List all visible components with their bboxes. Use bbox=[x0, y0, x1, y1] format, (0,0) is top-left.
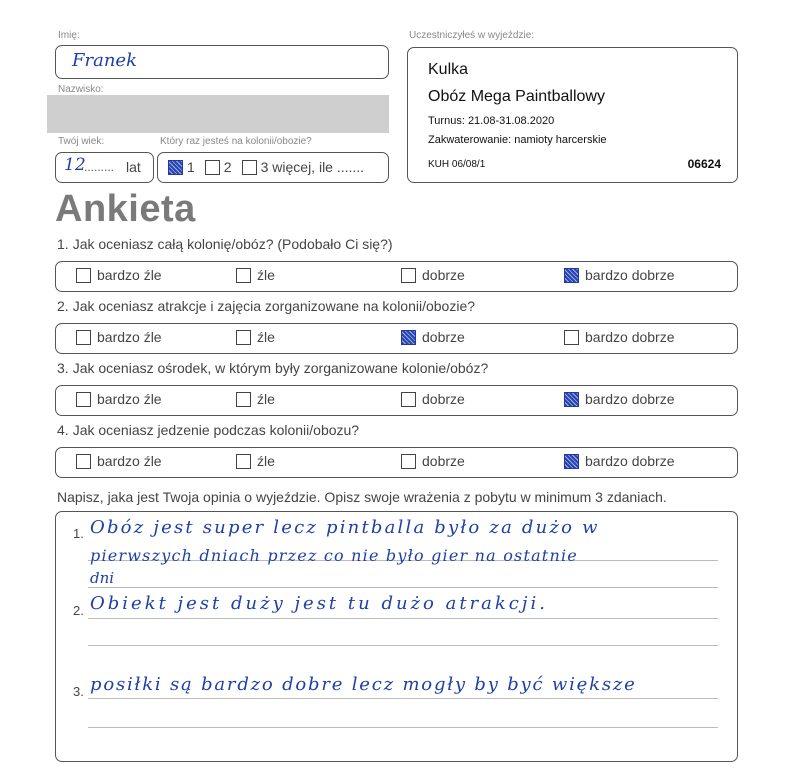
checkbox[interactable] bbox=[236, 330, 251, 345]
survey-title: Ankieta bbox=[55, 188, 196, 230]
option-label: dobrze bbox=[422, 453, 465, 469]
question-3 bbox=[57, 360, 488, 376]
option-label: źle bbox=[257, 453, 275, 469]
question-4 bbox=[57, 422, 359, 438]
question-3-option-1[interactable] bbox=[76, 391, 162, 407]
checkbox[interactable] bbox=[564, 392, 579, 407]
times-checkbox-3[interactable] bbox=[242, 160, 257, 175]
times-checkbox-2[interactable] bbox=[205, 160, 220, 175]
question-4-option-4[interactable] bbox=[564, 453, 675, 469]
checkbox[interactable] bbox=[564, 268, 579, 283]
question-text: Jak oceniasz atrakcje i zajęcia zorganizowane na kolonii/obozie? bbox=[72, 298, 476, 314]
checkbox[interactable] bbox=[236, 454, 251, 469]
question-4-option-3[interactable] bbox=[401, 453, 465, 469]
times-option-3: 3 więcej, ile ....... bbox=[260, 159, 365, 175]
question-4-option-1[interactable] bbox=[76, 453, 162, 469]
checkbox[interactable] bbox=[76, 268, 91, 283]
question-3-option-3[interactable] bbox=[401, 391, 465, 407]
checkbox[interactable] bbox=[76, 330, 91, 345]
camp-number: 06624 bbox=[687, 157, 721, 171]
name-field[interactable] bbox=[55, 45, 389, 79]
times-label: Który raz jesteś na kolonii/obozie? bbox=[160, 136, 312, 147]
camp-accommodation: Zakwaterowanie: namioty harcerskie bbox=[428, 134, 607, 146]
checkbox[interactable] bbox=[236, 268, 251, 283]
option-label: bardzo źle bbox=[97, 453, 162, 469]
question-number: 1. bbox=[57, 236, 69, 252]
question-2-option-4[interactable] bbox=[564, 329, 675, 345]
checkbox[interactable] bbox=[76, 454, 91, 469]
option-label: źle bbox=[257, 391, 275, 407]
camp-turnus: Turnus: 21.08-31.08.2020 bbox=[428, 115, 555, 127]
camp-name: Kulka bbox=[428, 61, 469, 78]
times-option-1: 1 bbox=[187, 159, 195, 175]
times-field[interactable] bbox=[157, 152, 389, 183]
question-text: Jak oceniasz jedzenie podczas kolonii/obozu? bbox=[72, 422, 360, 438]
question-2-option-1[interactable] bbox=[76, 329, 162, 345]
option-label: bardzo dobrze bbox=[585, 329, 675, 345]
question-2-option-2[interactable] bbox=[236, 329, 275, 345]
option-label: źle bbox=[257, 329, 275, 345]
question-1-options bbox=[55, 261, 738, 292]
age-unit: lat bbox=[126, 159, 141, 175]
question-1 bbox=[57, 236, 393, 252]
checkbox[interactable] bbox=[76, 392, 91, 407]
option-label: dobrze bbox=[422, 391, 465, 407]
camp-label: Uczestniczyłeś w wyjeździe: bbox=[409, 30, 535, 41]
age-label: Twój wiek: bbox=[58, 136, 105, 147]
answer-1-line-2: pierwszych dniach przez co nie było gier na ostatnie bbox=[90, 546, 578, 565]
answer-number-2: 2. bbox=[73, 603, 84, 618]
checkbox[interactable] bbox=[401, 454, 416, 469]
times-option-2: 2 bbox=[223, 159, 232, 175]
question-2 bbox=[57, 298, 475, 314]
question-number: 2. bbox=[57, 298, 69, 314]
option-label: źle bbox=[257, 267, 275, 283]
answer-1-line-1: Obóz jest super lecz pintballa było za dużo w bbox=[90, 517, 600, 538]
checkbox[interactable] bbox=[401, 268, 416, 283]
option-label: dobrze bbox=[422, 329, 465, 345]
checkbox[interactable] bbox=[401, 392, 416, 407]
question-3-option-2[interactable] bbox=[236, 391, 275, 407]
checkbox[interactable] bbox=[401, 330, 416, 345]
age-field[interactable] bbox=[55, 152, 154, 183]
name-value: Franek bbox=[72, 50, 137, 71]
answer-3-line-1: posiłki są bardzo dobre lecz mogły by być większe bbox=[90, 674, 637, 695]
answer-2-line-1: Obiekt jest duży jest tu dużo atrakcji. bbox=[90, 593, 548, 614]
question-2-option-3[interactable] bbox=[401, 329, 465, 345]
question-1-option-2[interactable] bbox=[236, 267, 275, 283]
question-1-option-1[interactable] bbox=[76, 267, 162, 283]
option-label: dobrze bbox=[422, 267, 465, 283]
name-label: Imię: bbox=[58, 30, 80, 41]
question-number: 4. bbox=[57, 422, 69, 438]
age-value: 12 bbox=[64, 155, 86, 175]
camp-info-box bbox=[407, 47, 738, 183]
opinion-prompt: Napisz, jaka jest Twoja opinia o wyjeździe. Opisz swoje wrażenia z pobytu w minimum 3 zdaniach. bbox=[57, 489, 667, 505]
answer-1-line-3: dni bbox=[90, 569, 115, 587]
option-label: bardzo dobrze bbox=[585, 391, 675, 407]
question-3-option-4[interactable] bbox=[564, 391, 675, 407]
camp-code: KUH 06/08/1 bbox=[428, 159, 486, 170]
question-text: Jak oceniasz całą kolonię/obóz? (Podobało Ci się?) bbox=[72, 236, 393, 252]
question-2-options bbox=[55, 323, 738, 354]
answer-number-1: 1. bbox=[73, 526, 84, 541]
question-text: Jak oceniasz ośrodek, w którym były zorganizowane kolonie/obóz? bbox=[72, 360, 489, 376]
checkbox[interactable] bbox=[564, 454, 579, 469]
option-label: bardzo źle bbox=[97, 329, 162, 345]
option-label: bardzo źle bbox=[97, 391, 162, 407]
surname-label: Nazwisko: bbox=[58, 84, 104, 95]
option-label: bardzo dobrze bbox=[585, 453, 675, 469]
answer-number-3: 3. bbox=[73, 684, 84, 699]
option-label: bardzo dobrze bbox=[585, 267, 675, 283]
question-1-option-3[interactable] bbox=[401, 267, 465, 283]
age-dots: ......... bbox=[84, 160, 115, 174]
times-checkbox-1[interactable] bbox=[168, 160, 183, 175]
question-1-option-4[interactable] bbox=[564, 267, 675, 283]
camp-title: Obóz Mega Paintballowy bbox=[428, 88, 605, 105]
checkbox[interactable] bbox=[564, 330, 579, 345]
question-4-option-2[interactable] bbox=[236, 453, 275, 469]
checkbox[interactable] bbox=[236, 392, 251, 407]
question-4-options bbox=[55, 447, 738, 478]
question-number: 3. bbox=[57, 360, 69, 376]
surname-redaction bbox=[47, 95, 389, 133]
option-label: bardzo źle bbox=[97, 267, 162, 283]
question-3-options bbox=[55, 385, 738, 416]
